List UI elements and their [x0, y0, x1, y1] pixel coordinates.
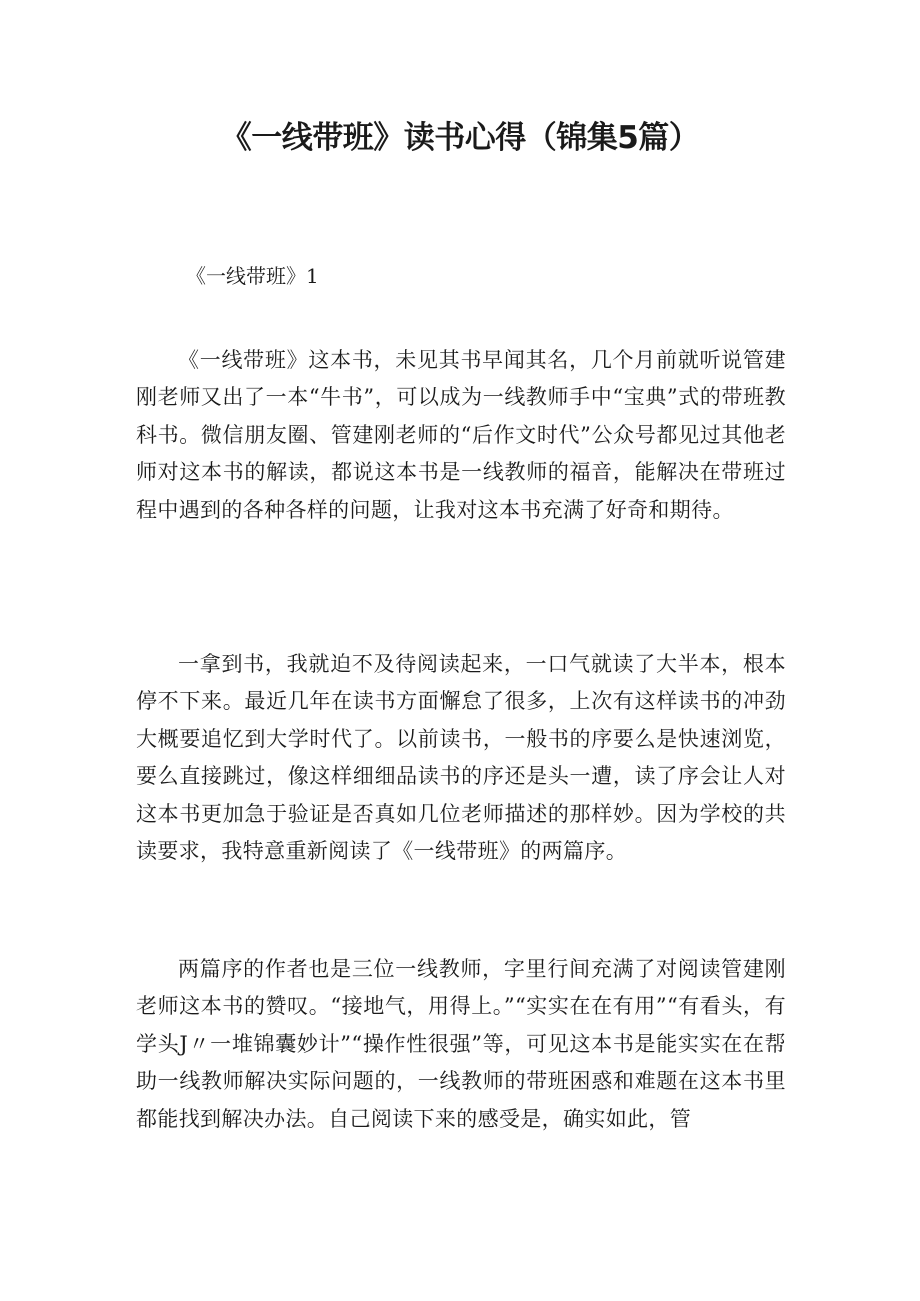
document-title: 《一线带班》读书心得（锦集5篇）: [220, 120, 700, 156]
body-paragraph-3: 两篇序的作者也是三位一线教师，字里行间充满了对阅读管建刚老师这本书的赞叹。“接地气，用得上。”“实实在在有用”“有看头，有学头J〃一堆锦囊妙计”“操作性很强”等，可见这本书是能实实在在帮助一线教师解决实际问题的，一线教师的带班困惑和难题在这本书里都能找到解决办法。自己阅读下来的感受是，确实如此，管: [136, 957, 786, 1131]
body-paragraph-1: 《一线带班》这本书，未见其书早闻其名，几个月前就听说管建刚老师又出了一本“牛书”，可以成为一线教师手中“宝典”式的带班教科书。微信朋友圈、管建刚老师的“后作文时代”公众号都见过其他老师对这本书的解读，都说这本书是一线教师的福音，能解决在带班过程中遇到的各种各样的问题，让我对这本书充满了好奇和期待。: [136, 348, 786, 522]
body-paragraph-2: 一拿到书，我就迫不及待阅读起来，一口气就读了大半本，根本停不下来。最近几年在读书方面懈怠了很多，上次有这样读书的冲劲大概要追忆到大学时代了。以前读书，一般书的序要么是快速浏览，要么直接跳过，像这样细细品读书的序还是头一遭，读了序会让人对这本书更加急于验证是否真如几位老师描述的那样妙。因为学校的共读要求，我特意重新阅读了《一线带班》的两篇序。: [136, 652, 786, 864]
section-heading: 《一线带班》1: [186, 264, 319, 288]
